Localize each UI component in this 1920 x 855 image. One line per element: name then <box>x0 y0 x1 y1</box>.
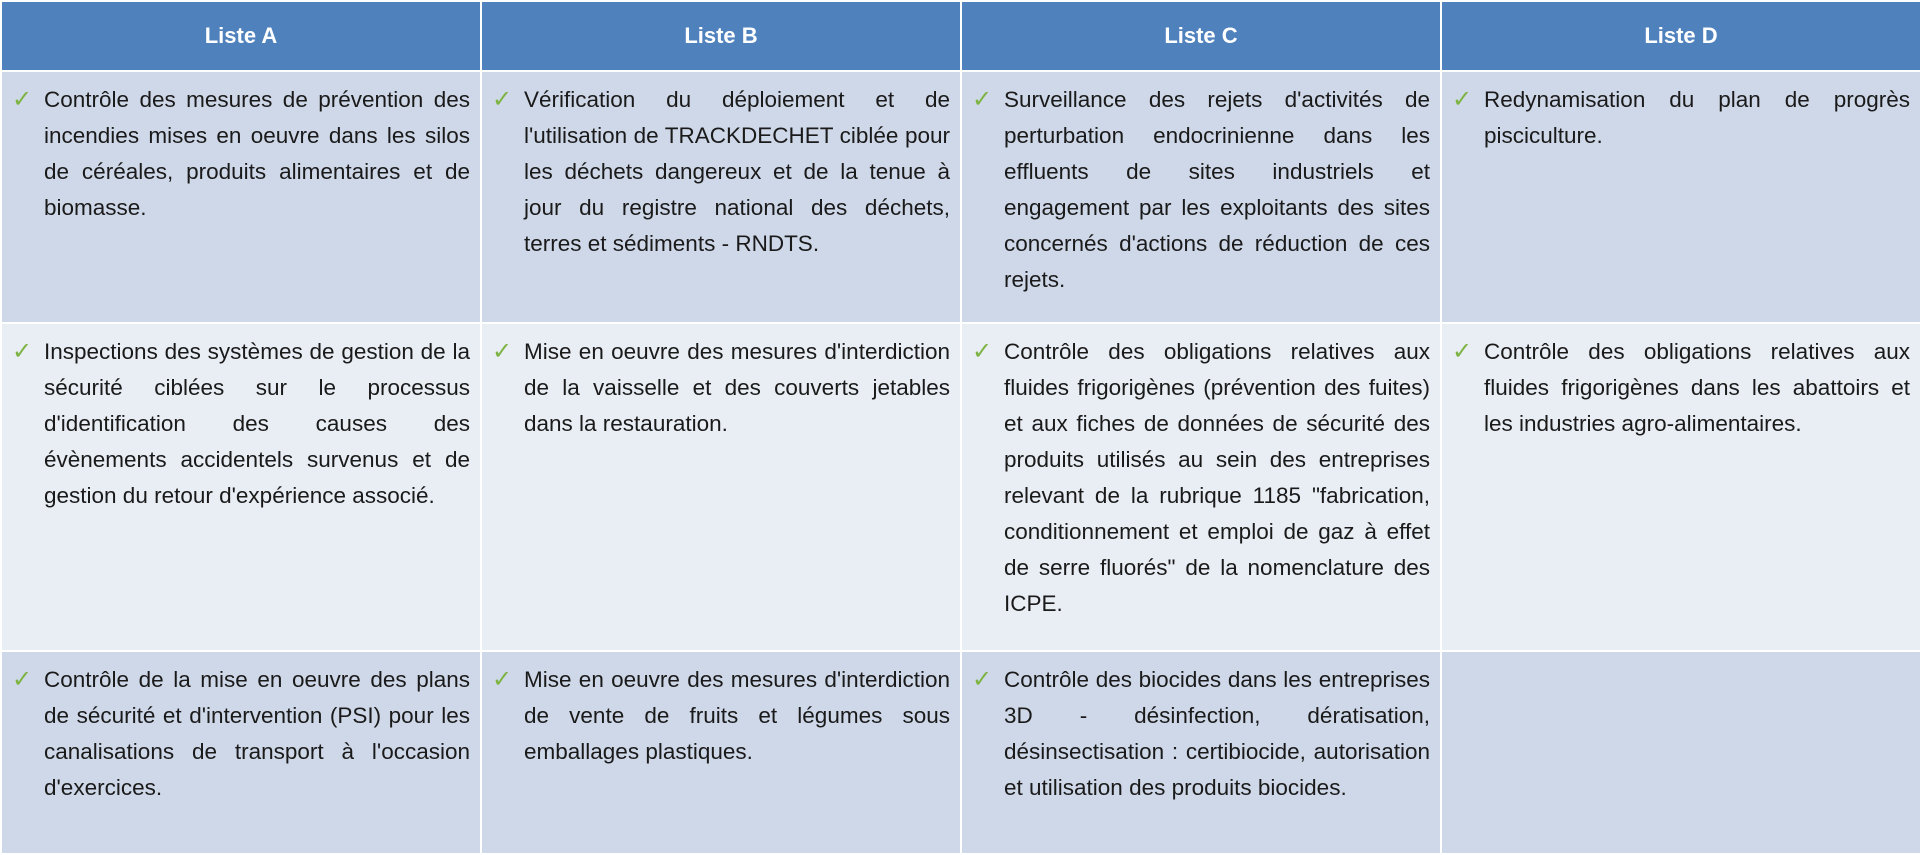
checkmark-icon: ✓ <box>12 666 33 693</box>
table-cell <box>961 71 1441 323</box>
table-row <box>1 323 1920 651</box>
checkmark-icon: ✓ <box>972 86 993 113</box>
empty-cell <box>1441 651 1920 854</box>
cell-text: Contrôle des biocides dans les entreprises 3D - désinfection, dératisation, désinsectisation : certibiocide, autorisation et utilisation des produits biocides. <box>1004 667 1430 800</box>
cell-text: Contrôle de la mise en oeuvre des plans de sécurité et d'intervention (PSI) pour les canalisations de transport à l'occasion d'exercices. <box>44 667 470 800</box>
cell-text: Mise en oeuvre des mesures d'interdiction de la vaisselle et des couverts jetables dans la restauration. <box>524 339 950 436</box>
header-row <box>1 1 1920 71</box>
cell-text: Redynamisation du plan de progrès pisciculture. <box>1484 87 1910 148</box>
table-cell <box>481 71 961 323</box>
checkmark-icon: ✓ <box>12 338 33 365</box>
cell-text: Inspections des systèmes de gestion de la sécurité ciblées sur le processus d'identification des causes des évènements accidentels survenus et de gestion du retour d'expérience associé. <box>44 339 470 508</box>
checkmark-icon: ✓ <box>1452 86 1473 113</box>
table-cell <box>1 651 481 854</box>
cell-text: Surveillance des rejets d'activités de perturbation endocrinienne dans les effluents de sites industriels et engagement par les exploitants des sites concernés d'actions de réduction de ces rejets. <box>1004 87 1430 292</box>
checkmark-icon: ✓ <box>972 338 993 365</box>
header-liste-c: Liste C <box>961 1 1441 71</box>
table-cell <box>1 323 481 651</box>
table-cell <box>1441 71 1920 323</box>
table-row <box>1 651 1920 854</box>
checkmark-icon: ✓ <box>492 338 513 365</box>
header-liste-a: Liste A <box>1 1 481 71</box>
cell-text: Mise en oeuvre des mesures d'interdiction de vente de fruits et légumes sous emballages plastiques. <box>524 667 950 764</box>
header-liste-b: Liste B <box>481 1 961 71</box>
table-cell <box>1 71 481 323</box>
table-cell <box>481 651 961 854</box>
table-cell <box>961 323 1441 651</box>
checkmark-icon: ✓ <box>12 86 33 113</box>
checkmark-icon: ✓ <box>492 86 513 113</box>
cell-text: Vérification du déploiement et de l'utilisation de TRACKDECHET ciblée pour les déchets dangereux et de la tenue à jour du registre national des déchets, terres et sédiments - RNDTS. <box>524 87 950 256</box>
checkmark-icon: ✓ <box>972 666 993 693</box>
header-liste-d: Liste D <box>1441 1 1920 71</box>
cell-text: Contrôle des obligations relatives aux fluides frigorigènes (prévention des fuites) et aux fiches de données de sécurité des produits utilisés au sein des entreprises relevant de la rubrique 1185 "fabrication, conditionnement et emploi de gaz à effet de serre fluorés" de la nomenclature des ICPE. <box>1004 339 1430 616</box>
checkmark-icon: ✓ <box>1452 338 1473 365</box>
table-cell <box>1441 323 1920 651</box>
table-cell <box>481 323 961 651</box>
cell-text: Contrôle des obligations relatives aux fluides frigorigènes dans les abattoirs et les industries agro-alimentaires. <box>1484 339 1910 436</box>
cell-text: Contrôle des mesures de prévention des incendies mises en oeuvre dans les silos de céréales, produits alimentaires et de biomasse. <box>44 87 470 220</box>
table-cell <box>961 651 1441 854</box>
checkmark-icon: ✓ <box>492 666 513 693</box>
table-row <box>1 71 1920 323</box>
